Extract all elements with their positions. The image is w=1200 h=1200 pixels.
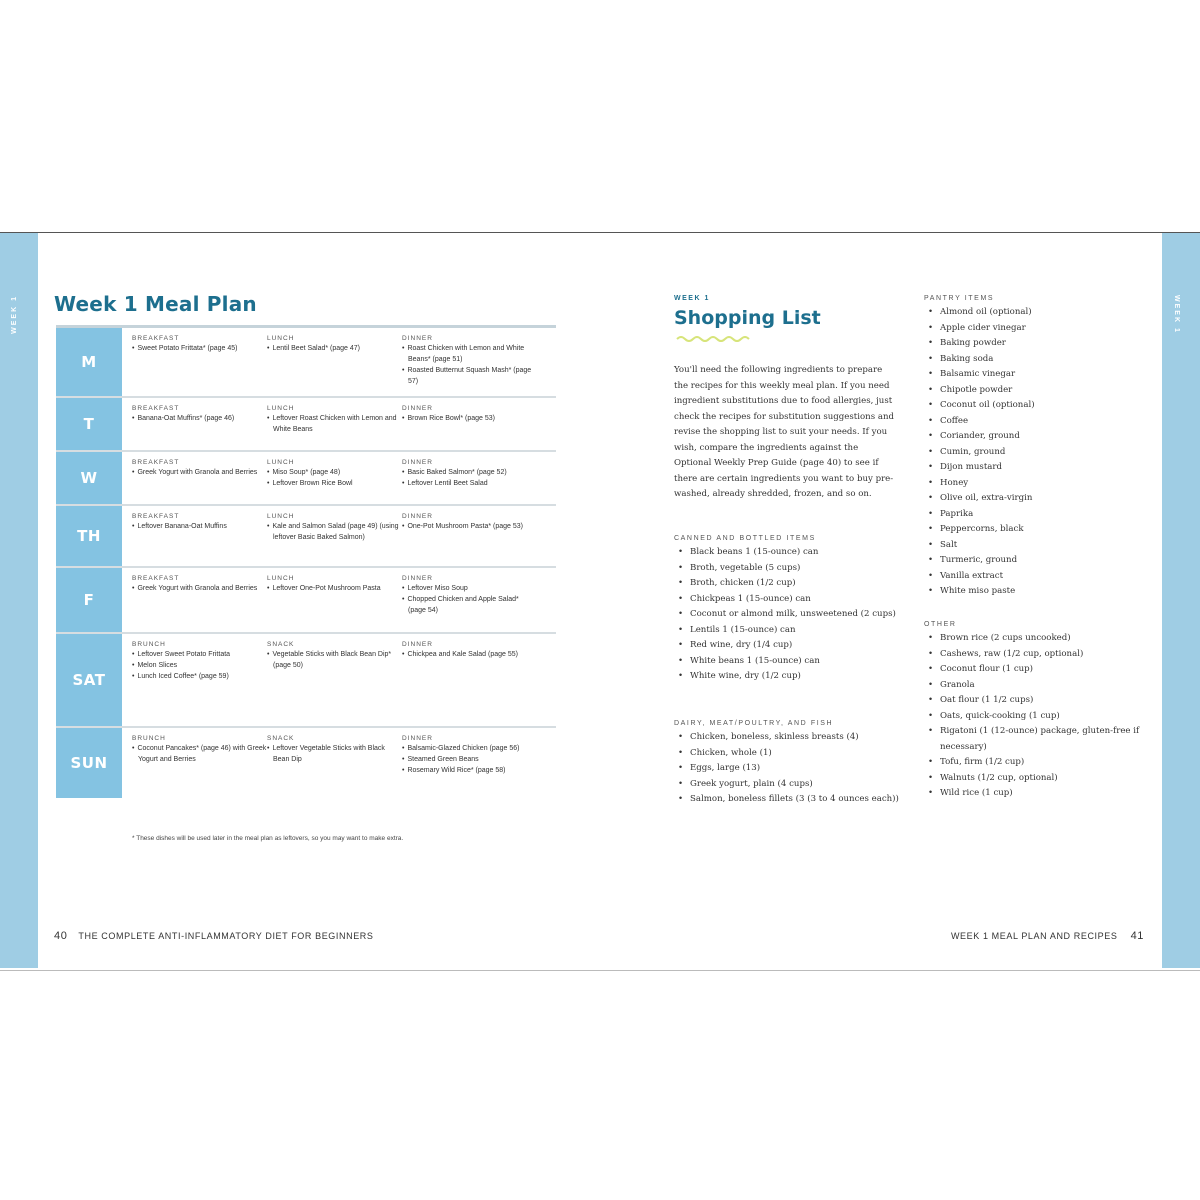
- meal-item: • Coconut Pancakes* (page 46) with Greek Yogurt and Berries: [132, 744, 267, 766]
- meal-item: • Roasted Butternut Squash Mash* (page 57): [402, 366, 537, 388]
- shopping-item: • Broth, chicken (1/2 cup): [674, 576, 904, 592]
- page-title: Week 1 Meal Plan: [54, 292, 257, 316]
- shopping-item: • Lentils 1 (15-ounce) can: [674, 623, 904, 639]
- day-label: W: [56, 452, 122, 504]
- meal-label: DINNER: [402, 735, 433, 742]
- left-folio: [54, 930, 374, 942]
- meal-item: • Lentil Beet Salad* (page 47): [267, 344, 402, 355]
- meal-label: BREAKFAST: [132, 459, 180, 466]
- shopping-item: • Wild rice (1 cup): [924, 786, 1154, 802]
- meal-cell: [267, 574, 402, 626]
- shopping-item: • Coconut oil (optional): [924, 398, 1154, 414]
- section-heading: CANNED AND BOTTLED ITEMS: [674, 535, 816, 542]
- shopping-item: • Brown rice (2 cups uncooked): [924, 631, 1154, 647]
- shopping-item: • Rigatoni (1 (12-ounce) package, gluten-free if necessary): [924, 724, 1154, 755]
- left-side-tab: [0, 233, 38, 968]
- shopping-item: • Coriander, ground: [924, 429, 1154, 445]
- meal-cell: [132, 640, 267, 720]
- meal-label: DINNER: [402, 405, 433, 412]
- shopping-item: • Coconut flour (1 cup): [924, 662, 1154, 678]
- footnote: * These dishes will be used later in the meal plan as leftovers, so you may want to make extra.: [132, 835, 404, 842]
- right-folio: [951, 930, 1144, 942]
- section-canned-bottled: [674, 535, 904, 685]
- shopping-item: • Baking soda: [924, 352, 1154, 368]
- shopping-item: • Olive oil, extra-virgin: [924, 491, 1154, 507]
- meal-label: LUNCH: [267, 513, 295, 520]
- meal-item: • Sweet Potato Frittata* (page 45): [132, 344, 267, 355]
- meal-item: • Leftover Brown Rice Bowl: [267, 479, 402, 490]
- meal-item: • Leftover Sweet Potato Frittata: [132, 650, 267, 661]
- meal-label: BRUNCH: [132, 735, 166, 742]
- meal-cell: [402, 512, 537, 560]
- meal-item: • Lunch Iced Coffee* (page 59): [132, 672, 267, 683]
- section-pantry: [924, 295, 1154, 600]
- meal-cell: [267, 512, 402, 560]
- shopping-item: • Baking powder: [924, 336, 1154, 352]
- shopping-item: • Red wine, dry (1/4 cup): [674, 638, 904, 654]
- meal-item: • Greek Yogurt with Granola and Berries: [132, 468, 267, 479]
- shopping-item: • Broth, vegetable (5 cups): [674, 561, 904, 577]
- meal-item: • Leftover One-Pot Mushroom Pasta: [267, 584, 402, 595]
- meal-label: BREAKFAST: [132, 513, 180, 520]
- week-eyebrow: WEEK 1: [674, 295, 710, 302]
- meal-item: • Leftover Lentil Beet Salad: [402, 479, 537, 490]
- squiggle-ornament: [676, 335, 750, 343]
- meal-item: • Leftover Miso Soup: [402, 584, 537, 595]
- meal-item: • Balsamic-Glazed Chicken (page 56): [402, 744, 537, 755]
- meal-label: DINNER: [402, 459, 433, 466]
- meal-cell: [132, 512, 267, 560]
- shopping-item: • Honey: [924, 476, 1154, 492]
- meal-label: BRUNCH: [132, 641, 166, 648]
- meal-cell: [132, 574, 267, 626]
- shopping-item: • Balsamic vinegar: [924, 367, 1154, 383]
- meal-cell: [267, 404, 402, 444]
- meal-cell: [402, 734, 537, 792]
- day-row: [56, 504, 556, 566]
- day-row: [56, 325, 556, 396]
- shopping-item: • Walnuts (1/2 cup, optional): [924, 771, 1154, 787]
- meal-cell: [267, 334, 402, 390]
- day-row: [56, 632, 556, 726]
- shopping-item: • Salmon, boneless fillets (3 (3 to 4 ounces each)): [674, 792, 904, 808]
- meal-item: • Leftover Banana-Oat Muffins: [132, 522, 267, 533]
- right-page-number: 41: [1130, 930, 1144, 942]
- shopping-item: • Chicken, boneless, skinless breasts (4): [674, 730, 904, 746]
- shopping-item: • White miso paste: [924, 584, 1154, 600]
- right-side-tab: [1162, 233, 1200, 968]
- shopping-item: • Paprika: [924, 507, 1154, 523]
- shopping-item: • Almond oil (optional): [924, 305, 1154, 321]
- shopping-item: • Oat flour (1 1/2 cups): [924, 693, 1154, 709]
- section-dairy-meat-fish: [674, 720, 904, 808]
- shopping-item: • Cumin, ground: [924, 445, 1154, 461]
- meal-label: LUNCH: [267, 335, 295, 342]
- meal-item: • One-Pot Mushroom Pasta* (page 53): [402, 522, 537, 533]
- meal-label: SNACK: [267, 735, 295, 742]
- shopping-item: • Cashews, raw (1/2 cup, optional): [924, 647, 1154, 663]
- shopping-item: • Chickpeas 1 (15-ounce) can: [674, 592, 904, 608]
- day-label: F: [56, 568, 122, 632]
- right-running-head: WEEK 1 MEAL PLAN AND RECIPES: [950, 931, 1118, 941]
- meal-item: • Miso Soup* (page 48): [267, 468, 402, 479]
- meal-label: DINNER: [402, 575, 433, 582]
- shopping-item: • Chipotle powder: [924, 383, 1154, 399]
- left-running-head: THE COMPLETE ANTI-INFLAMMATORY DIET FOR BEGINNERS: [78, 931, 374, 941]
- shopping-item: • Greek yogurt, plain (4 cups): [674, 777, 904, 793]
- shopping-list-title: Shopping List: [674, 307, 821, 329]
- book-spread: [0, 232, 1200, 971]
- meal-item: • Vegetable Sticks with Black Bean Dip* (page 50): [267, 650, 402, 672]
- meal-label: DINNER: [402, 513, 433, 520]
- shopping-item: • Oats, quick-cooking (1 cup): [924, 709, 1154, 725]
- meal-cell: [132, 334, 267, 390]
- shopping-item: • Dijon mustard: [924, 460, 1154, 476]
- meal-label: SNACK: [267, 641, 295, 648]
- shopping-item: • Apple cider vinegar: [924, 321, 1154, 337]
- day-row: [56, 450, 556, 504]
- shopping-item: • White wine, dry (1/2 cup): [674, 669, 904, 685]
- meal-cell: [267, 458, 402, 498]
- shopping-item: • Turmeric, ground: [924, 553, 1154, 569]
- section-heading: OTHER: [924, 621, 957, 628]
- meal-item: • Basic Baked Salmon* (page 52): [402, 468, 537, 479]
- section-heading: DAIRY, MEAT/POULTRY, AND FISH: [674, 720, 834, 727]
- shopping-item: • Coconut or almond milk, unsweetened (2 cups): [674, 607, 904, 623]
- shopping-item: • Granola: [924, 678, 1154, 694]
- shopping-item: • Black beans 1 (15-ounce) can: [674, 545, 904, 561]
- day-label: M: [56, 328, 122, 396]
- meal-label: LUNCH: [267, 575, 295, 582]
- meal-cell: [132, 734, 267, 792]
- section-heading: PANTRY ITEMS: [924, 295, 995, 302]
- meal-label: LUNCH: [267, 459, 295, 466]
- day-label: TH: [56, 506, 122, 566]
- meal-item: • Leftover Roast Chicken with Lemon and White Beans: [267, 414, 402, 436]
- meal-cell: [267, 734, 402, 792]
- day-row: [56, 726, 556, 798]
- meal-plan-table: [56, 325, 556, 798]
- day-row: [56, 396, 556, 450]
- meal-cell: [402, 574, 537, 626]
- shopping-item: • Chicken, whole (1): [674, 746, 904, 762]
- meal-label: BREAKFAST: [132, 405, 180, 412]
- meal-item: • Steamed Green Beans: [402, 755, 537, 766]
- meal-label: DINNER: [402, 641, 433, 648]
- meal-item: • Roast Chicken with Lemon and White Beans* (page 51): [402, 344, 537, 366]
- meal-item: • Banana-Oat Muffins* (page 46): [132, 414, 267, 425]
- shopping-item: • White beans 1 (15-ounce) can: [674, 654, 904, 670]
- shopping-item: • Salt: [924, 538, 1154, 554]
- day-row: [56, 566, 556, 632]
- meal-cell: [402, 334, 537, 390]
- meal-item: • Greek Yogurt with Granola and Berries: [132, 584, 267, 595]
- intro-paragraph: You'll need the following ingredients to prepare the recipes for this weekly meal plan. If you need ingredient substitutions due to food allergies, just check the recipes for substitution suggestions and revise the shopping list to suit your needs. If you wish, compare the ingredients against the Optional Weekly Prep Guide (page 40) to see if there are certain ingredients you want to buy pre-washed, already shredded, frozen, and so on.: [674, 365, 895, 499]
- shopping-item: • Tofu, firm (1/2 cup): [924, 755, 1154, 771]
- shopping-item: • Eggs, large (13): [674, 761, 904, 777]
- meal-item: • Rosemary Wild Rice* (page 58): [402, 766, 537, 777]
- meal-cell: [402, 458, 537, 498]
- day-label: T: [56, 398, 122, 450]
- meal-item: • Chopped Chicken and Apple Salad* (page 54): [402, 595, 537, 617]
- meal-label: BREAKFAST: [132, 335, 180, 342]
- meal-cell: [402, 404, 537, 444]
- meal-item: • Melon Slices: [132, 661, 267, 672]
- meal-label: DINNER: [402, 335, 433, 342]
- meal-item: • Brown Rice Bowl* (page 53): [402, 414, 537, 425]
- meal-cell: [132, 458, 267, 498]
- meal-item: • Leftover Vegetable Sticks with Black Bean Dip: [267, 744, 402, 766]
- meal-item: • Kale and Salmon Salad (page 49) (using leftover Basic Baked Salmon): [267, 522, 402, 544]
- section-other: [924, 621, 1154, 802]
- shopping-item: • Coffee: [924, 414, 1154, 430]
- day-label: SUN: [56, 728, 122, 798]
- meal-label: BREAKFAST: [132, 575, 180, 582]
- meal-label: LUNCH: [267, 405, 295, 412]
- left-page-number: 40: [54, 930, 68, 942]
- right-tab-label: WEEK 1: [1173, 295, 1180, 334]
- meal-cell: [402, 640, 537, 720]
- left-tab-label: WEEK 1: [11, 295, 18, 334]
- day-label: SAT: [56, 634, 122, 726]
- meal-item: • Chickpea and Kale Salad (page 55): [402, 650, 537, 661]
- meal-cell: [132, 404, 267, 444]
- shopping-item: • Vanilla extract: [924, 569, 1154, 585]
- shopping-item: • Peppercorns, black: [924, 522, 1154, 538]
- meal-cell: [267, 640, 402, 720]
